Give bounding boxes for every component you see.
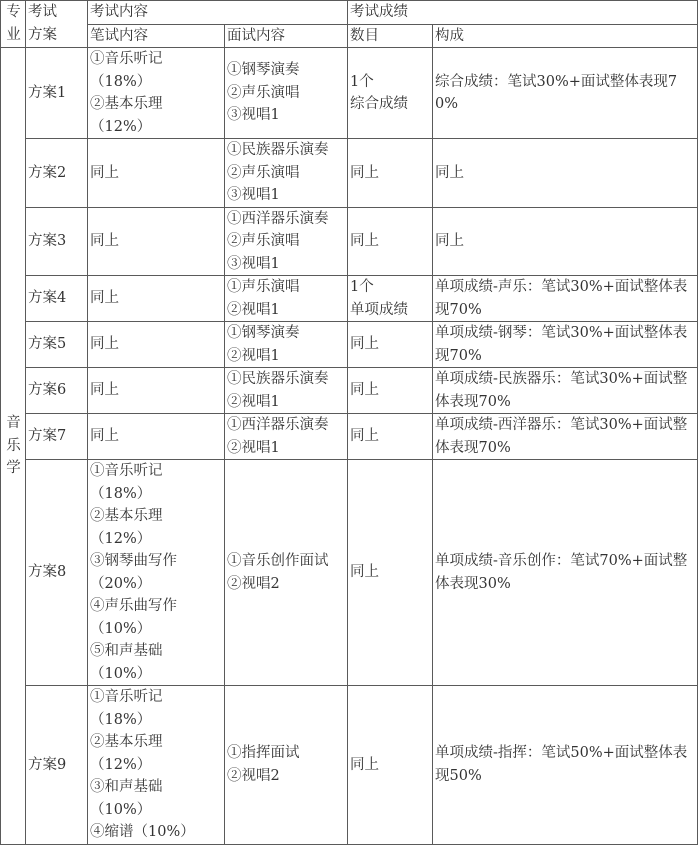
written-content-line: （12%） bbox=[90, 756, 152, 773]
written-content-cell bbox=[88, 139, 225, 208]
written-content-line: ③钢琴曲写作 bbox=[90, 553, 177, 569]
interview-content-line: ②声乐演唱 bbox=[227, 164, 300, 181]
score-count-cell bbox=[348, 276, 433, 322]
header-exam-content: 考试内容 bbox=[88, 1, 348, 25]
score-count-cell bbox=[348, 322, 433, 368]
table-row bbox=[1, 276, 698, 322]
interview-content-line: ①西洋器乐演奏 bbox=[227, 210, 329, 227]
written-content-line: ④缩谱（10%） bbox=[90, 824, 195, 840]
table-row bbox=[1, 48, 698, 139]
table-row bbox=[1, 368, 698, 414]
interview-content-line: ①钢琴演奏 bbox=[227, 62, 300, 79]
score-composition-text: 单项成绩-钢琴：笔试30%+面试整体表现70% bbox=[435, 325, 688, 364]
header-major-cell bbox=[1, 1, 26, 48]
score-count-line: 综合成绩 bbox=[350, 96, 408, 112]
interview-content-cell bbox=[225, 322, 348, 368]
score-count-line: 同上 bbox=[350, 382, 379, 399]
interview-content-line: ③视唱1 bbox=[227, 255, 280, 272]
interview-content-line: ③视唱1 bbox=[227, 107, 280, 124]
written-content-cell bbox=[88, 414, 225, 460]
written-content-line: （18%） bbox=[90, 711, 152, 728]
scheme-cell: 方案3 bbox=[26, 207, 88, 276]
interview-content-line: ②视唱1 bbox=[227, 393, 280, 410]
interview-content-line: ②声乐演唱 bbox=[227, 84, 300, 101]
score-count-cell bbox=[348, 207, 433, 276]
interview-content-line: ②视唱2 bbox=[227, 575, 280, 592]
written-content-line: 同上 bbox=[90, 164, 119, 181]
major-name-char: 音 bbox=[6, 415, 21, 431]
interview-content-line: ①指挥面试 bbox=[227, 745, 300, 762]
score-composition-text: 单项成绩-声乐：笔试30%+面试整体表现70% bbox=[435, 279, 688, 318]
interview-content-line: ②视唱1 bbox=[227, 439, 280, 456]
header-row-1 bbox=[1, 1, 698, 25]
written-content-line: （18%） bbox=[90, 485, 152, 502]
major-name-char: 乐 bbox=[6, 437, 21, 454]
score-composition-cell bbox=[433, 322, 698, 368]
header-scheme-line: 方案 bbox=[28, 26, 57, 43]
written-content-line: 同上 bbox=[90, 382, 119, 399]
interview-content-cell bbox=[225, 276, 348, 322]
score-count-cell bbox=[348, 686, 433, 845]
header-written-content: 笔试内容 bbox=[88, 24, 225, 48]
header-scheme-line: 考试 bbox=[28, 4, 57, 20]
interview-content-line: ③视唱1 bbox=[227, 187, 280, 203]
major-name-cell bbox=[1, 48, 26, 845]
interview-content-line: ①钢琴演奏 bbox=[227, 325, 300, 341]
header-count: 数目 bbox=[348, 24, 433, 48]
written-content-line: （12%） bbox=[90, 118, 152, 135]
score-count-line: 同上 bbox=[350, 336, 379, 353]
header-interview-content: 面试内容 bbox=[225, 24, 348, 48]
header-row-2 bbox=[1, 24, 698, 48]
score-composition-text: 同上 bbox=[435, 233, 464, 249]
scheme-cell: 方案5 bbox=[26, 322, 88, 368]
written-content-line: （10%） bbox=[90, 801, 152, 818]
written-content-cell bbox=[88, 368, 225, 414]
score-count-cell bbox=[348, 139, 433, 208]
interview-content-line: ①声乐演唱 bbox=[227, 279, 300, 295]
score-composition-cell bbox=[433, 276, 698, 322]
written-content-line: 同上 bbox=[90, 336, 119, 353]
score-composition-cell bbox=[433, 48, 698, 139]
written-content-cell bbox=[88, 322, 225, 368]
table-row bbox=[1, 414, 698, 460]
header-composition: 构成 bbox=[433, 24, 698, 48]
written-content-line: ②基本乐理 bbox=[90, 734, 163, 750]
table-row bbox=[1, 207, 698, 276]
interview-content-cell bbox=[225, 368, 348, 414]
score-composition-text: 单项成绩-指挥：笔试50%+面试整体表现50% bbox=[435, 745, 688, 784]
written-content-line: （10%） bbox=[90, 665, 152, 682]
written-content-line: ②基本乐理 bbox=[90, 508, 163, 524]
scheme-cell: 方案8 bbox=[26, 460, 88, 686]
written-content-line: （20%） bbox=[90, 575, 152, 592]
written-content-cell bbox=[88, 48, 225, 139]
table-row bbox=[1, 139, 698, 208]
score-count-cell bbox=[348, 48, 433, 139]
interview-content-cell bbox=[225, 686, 348, 845]
interview-content-cell bbox=[225, 139, 348, 208]
score-composition-cell bbox=[433, 460, 698, 686]
score-count-line: 1个 bbox=[350, 73, 374, 90]
written-content-line: （18%） bbox=[90, 73, 152, 90]
written-content-line: （10%） bbox=[90, 620, 152, 637]
score-composition-cell bbox=[433, 686, 698, 845]
written-content-cell bbox=[88, 276, 225, 322]
score-composition-cell bbox=[433, 414, 698, 460]
interview-content-line: ①音乐创作面试 bbox=[227, 553, 329, 569]
written-content-line: ⑤和声基础 bbox=[90, 643, 163, 659]
scheme-cell: 方案7 bbox=[26, 414, 88, 460]
written-content-line: ②基本乐理 bbox=[90, 96, 163, 112]
written-content-line: ③和声基础 bbox=[90, 779, 163, 795]
score-count-line: 1个 bbox=[350, 279, 374, 295]
written-content-cell bbox=[88, 207, 225, 276]
written-content-line: ④声乐曲写作 bbox=[90, 598, 177, 614]
written-content-cell bbox=[88, 686, 225, 845]
scheme-cell: 方案4 bbox=[26, 276, 88, 322]
interview-content-line: ①民族器乐演奏 bbox=[227, 371, 329, 387]
score-composition-cell bbox=[433, 207, 698, 276]
table-row bbox=[1, 460, 698, 686]
header-exam-score: 考试成绩 bbox=[348, 1, 698, 25]
score-count-line: 单项成绩 bbox=[350, 301, 408, 318]
score-count-cell bbox=[348, 368, 433, 414]
written-content-line: ①音乐听记 bbox=[90, 51, 163, 67]
written-content-line: 同上 bbox=[90, 428, 119, 445]
scheme-cell: 方案6 bbox=[26, 368, 88, 414]
score-composition-text: 综合成绩：笔试30%+面试整体表现70% bbox=[435, 73, 678, 112]
score-composition-text: 单项成绩-西洋器乐：笔试30%+面试整体表现70% bbox=[435, 417, 688, 456]
score-composition-cell bbox=[433, 368, 698, 414]
score-count-cell bbox=[348, 414, 433, 460]
major-name-char: 学 bbox=[6, 460, 21, 476]
score-count-line: 同上 bbox=[350, 428, 379, 445]
score-count-line: 同上 bbox=[350, 164, 379, 181]
written-content-cell bbox=[88, 460, 225, 686]
interview-content-line: ②视唱1 bbox=[227, 347, 280, 364]
score-count-cell bbox=[348, 460, 433, 686]
score-count-line: 同上 bbox=[350, 233, 379, 249]
interview-content-cell bbox=[225, 414, 348, 460]
interview-content-line: ②视唱2 bbox=[227, 767, 280, 784]
written-content-line: 同上 bbox=[90, 290, 119, 307]
interview-content-line: ②视唱1 bbox=[227, 301, 280, 318]
interview-content-line: ①西洋器乐演奏 bbox=[227, 417, 329, 433]
interview-content-line: ①民族器乐演奏 bbox=[227, 142, 329, 158]
score-composition-cell bbox=[433, 139, 698, 208]
header-major-char: 专 bbox=[6, 4, 21, 20]
scheme-cell: 方案9 bbox=[26, 686, 88, 845]
scheme-cell: 方案1 bbox=[26, 48, 88, 139]
score-count-line: 同上 bbox=[350, 756, 379, 773]
written-content-line: ①音乐听记 bbox=[90, 463, 163, 479]
scheme-cell: 方案2 bbox=[26, 139, 88, 208]
score-count-line: 同上 bbox=[350, 564, 379, 581]
interview-content-line: ②声乐演唱 bbox=[227, 233, 300, 249]
score-composition-text: 同上 bbox=[435, 164, 464, 181]
interview-content-cell bbox=[225, 460, 348, 686]
written-content-line: 同上 bbox=[90, 233, 119, 249]
score-composition-text: 单项成绩-民族器乐：笔试30%+面试整体表现70% bbox=[435, 371, 688, 410]
table-row bbox=[1, 686, 698, 845]
table-row bbox=[1, 322, 698, 368]
header-major-char: 业 bbox=[6, 26, 21, 43]
written-content-line: （12%） bbox=[90, 530, 152, 547]
interview-content-cell bbox=[225, 207, 348, 276]
header-scheme-cell bbox=[26, 1, 88, 48]
interview-content-cell bbox=[225, 48, 348, 139]
written-content-line: ①音乐听记 bbox=[90, 689, 163, 705]
score-composition-text: 单项成绩-音乐创作：笔试70%+面试整体表现30% bbox=[435, 553, 688, 592]
